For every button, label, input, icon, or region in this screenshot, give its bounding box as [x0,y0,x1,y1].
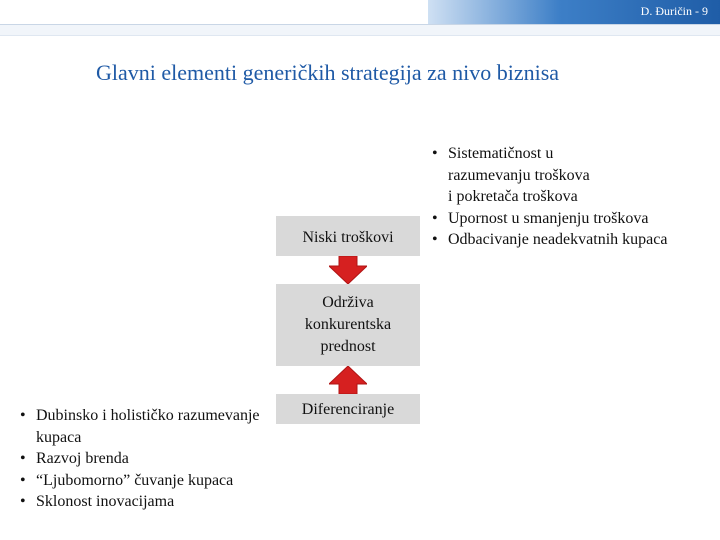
bullet-icon: • [432,231,438,248]
center-label-line: Održiva [322,294,374,311]
header-bar [0,0,720,24]
cost-bullet-text: Odbacivanje neadekvatnih kupaca [448,231,668,248]
differentiation-list [14,405,276,513]
differentiation-label: Diferenciranje [301,401,395,418]
list-item [426,143,720,208]
list-item [426,208,720,230]
cost-bullet-text: Upornost u smanjenju troškova [448,209,649,227]
list-item [14,405,276,448]
bullet-icon: • [20,471,26,489]
cost-strategy-list [426,143,720,251]
diff-bullet-text: “Ljubomorno” čuvanje kupaca [36,471,234,489]
bullet-icon: • [20,450,26,467]
header-band [0,25,720,35]
center-label-line: konkurentska [304,316,392,333]
differentiation-box [276,394,420,424]
list-item [426,229,720,251]
diff-bullet-text: Sklonost inovacijama [36,493,175,510]
slide-reference: D. Đuričin - 9 [640,4,708,18]
diff-bullet-text: Dubinsko i holističko razumevanje kupaca [36,407,260,446]
list-item [14,491,276,513]
slide-title: Glavni elementi generičkih strategija za nivo biznisa [96,60,560,85]
bullet-icon: • [432,209,438,227]
list-item [14,470,276,492]
arrow-up-icon [329,366,367,394]
arrow-down-icon [329,256,367,284]
center-label-line: prednost [320,338,376,355]
bullet-icon: • [20,493,26,510]
bullet-icon: • [432,145,438,162]
low-costs-label: Niski troškovi [302,229,394,246]
low-costs-box [276,216,420,256]
bullet-icon: • [20,407,26,424]
cost-bullet-text: Sistematičnost u razumevanju troškova i pokretača troškova [448,145,590,205]
sustainable-advantage-box [276,284,420,366]
diff-bullet-text: Razvoj brenda [36,450,129,467]
list-item [14,448,276,470]
header-divider-lower [0,35,720,36]
